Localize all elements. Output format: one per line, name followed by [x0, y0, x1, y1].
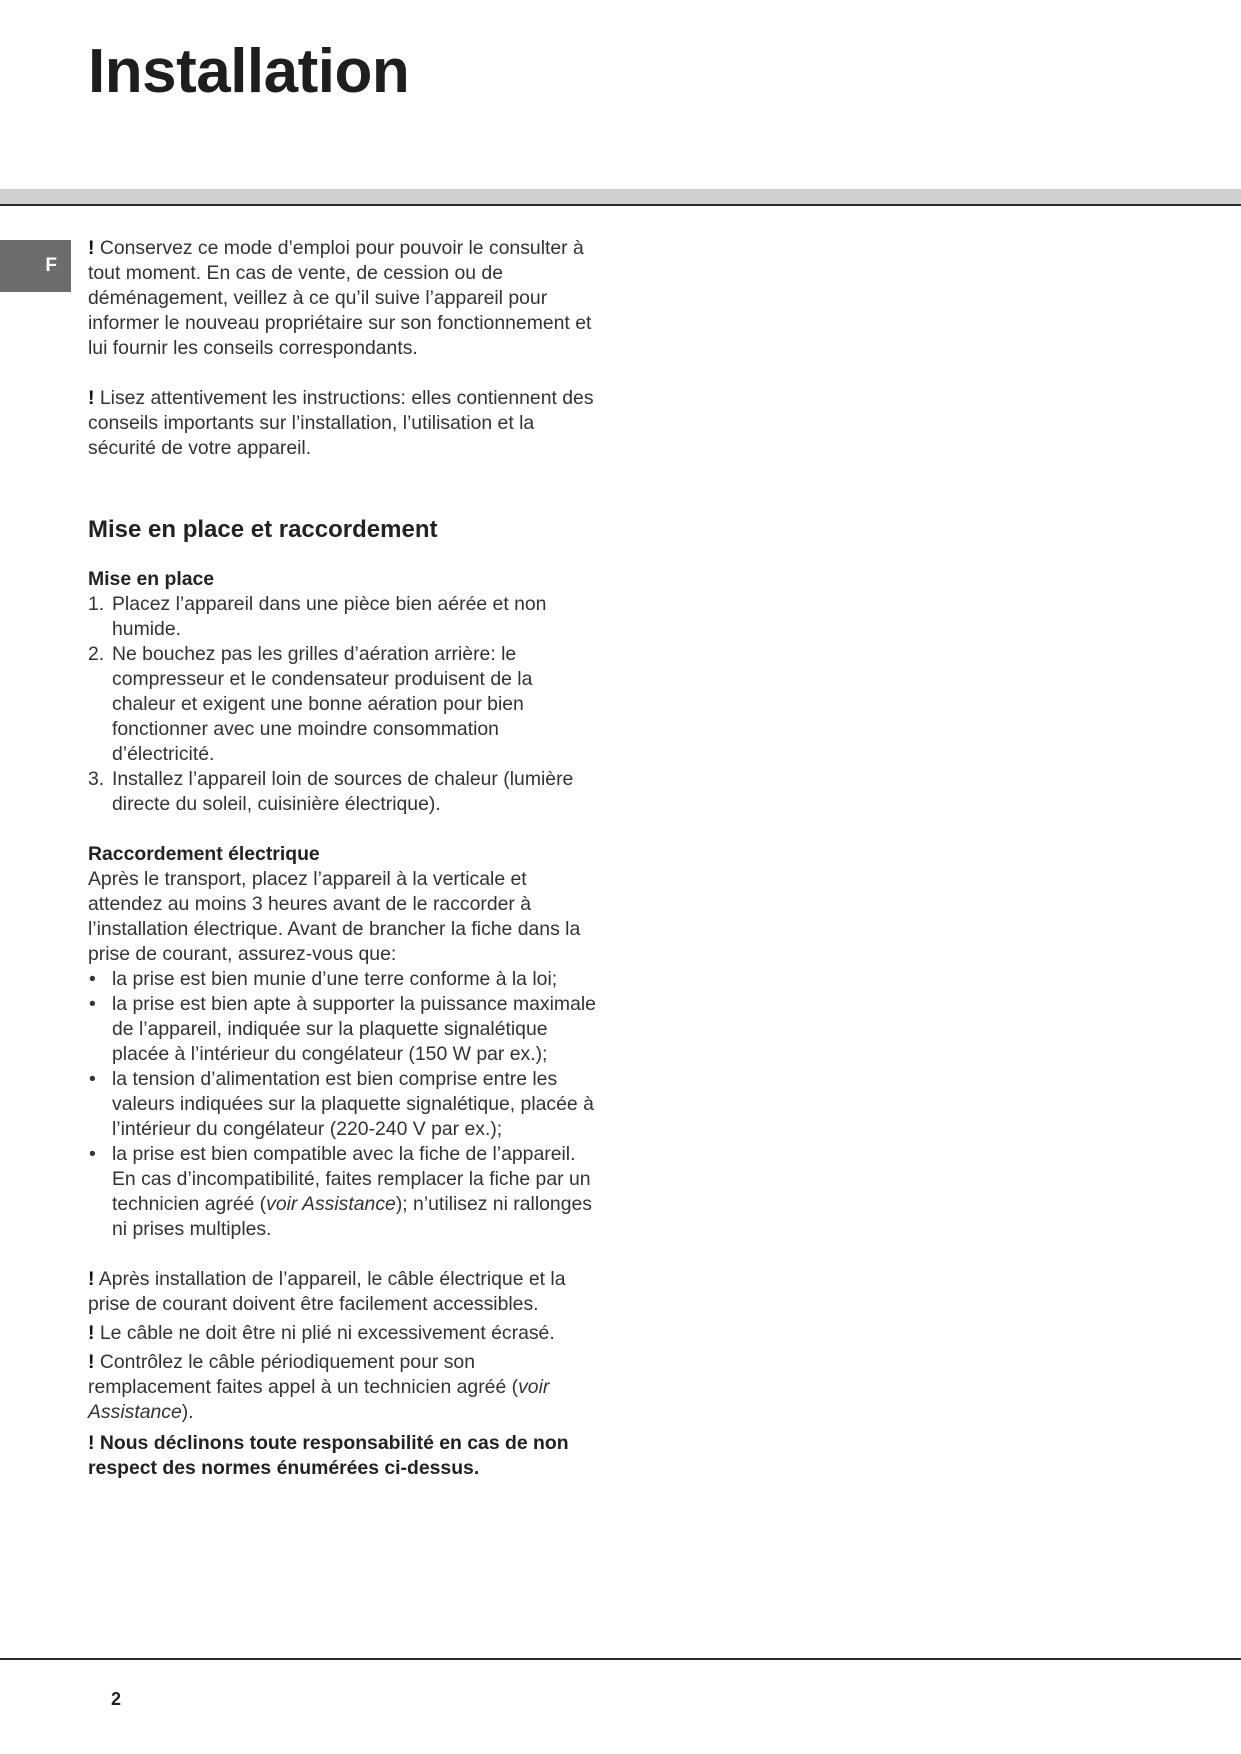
warning-mark: ! — [88, 1351, 95, 1373]
electrical-intro: Après le transport, placez l’appareil à la verticale et attendez au moins 3 heures avant de le raccorder à l’installation électrique. Avant de brancher la fiche dans la prise de courant, assurez-vous que: — [88, 868, 581, 965]
list-item: • la prise est bien munie d’une terre conforme à la loi; — [89, 968, 558, 990]
intro-paragraph-1: ! Conservez ce mode d’emploi pour pouvoir le consulter à tout moment. En cas de vente, de cession ou de déménagement, veillez à ce qu’il suive l’appareil pour informer le nouveau propriétaire sur son fonctionnement et lui fournir les conseils correspondants. — [88, 237, 592, 359]
electrical-bullets — [88, 967, 598, 1242]
bullet-icon: • — [89, 993, 96, 1015]
list-item: • la prise est bien apte à supporter la puissance maximale de l’appareil, indiquée sur la plaquette signalétique placée à l’intérieur du congélateur (150 W par ex.); — [89, 993, 596, 1065]
language-tab-label: F — [45, 255, 57, 276]
warning-mark: ! — [88, 387, 95, 409]
warning-mark: ! — [88, 237, 95, 259]
warning-mark: ! — [88, 1268, 95, 1290]
placement-list — [88, 592, 598, 817]
page-title: Installation — [88, 37, 410, 106]
header-band — [0, 189, 1241, 205]
bullet-icon: • — [89, 968, 96, 990]
section-title: Mise en place et raccordement — [88, 516, 438, 543]
assistance-reference: voir Assistance — [88, 1376, 550, 1423]
liability-disclaimer: ! Nous déclinons toute responsabilité en cas de non respect des normes énumérées ci-dessus. — [88, 1432, 569, 1479]
assistance-reference: voir Assistance — [266, 1193, 396, 1215]
warning-cable-crush: ! Le câble ne doit être ni plié ni excessivement écrasé. — [88, 1322, 555, 1344]
placement-title: Mise en place — [88, 568, 215, 590]
bullet-icon: • — [89, 1143, 96, 1165]
list-item: 3. Installez l’appareil loin de sources de chaleur (lumière directe du soleil, cuisinière électrique). — [88, 768, 574, 815]
header-rule — [0, 204, 1241, 206]
warning-mark: ! — [88, 1322, 95, 1344]
main-content — [88, 236, 598, 1481]
list-item: • la prise est bien compatible avec la fiche de l’appareil. En cas d’incompatibilité, faites remplacer la fiche par un technicien agréé (voir Assistance); n’utilisez ni rallonges ni prises multiples. — [88, 1142, 598, 1242]
bullet-icon: • — [89, 1068, 96, 1090]
warning-mark: ! — [88, 1432, 95, 1454]
warning-cable-check: ! Contrôlez le câble périodiquement pour son remplacement faites appel à un technicien agréé (voir Assistance). — [88, 1351, 550, 1423]
list-item: 1. Placez l’appareil dans une pièce bien aérée et non humide. — [88, 593, 547, 640]
page-number: 2 — [111, 1689, 122, 1709]
warning-accessible-cable: ! Après installation de l’appareil, le câble électrique et la prise de courant doivent être facilement accessibles. — [88, 1268, 566, 1315]
incompatibility-note: En cas d’incompatibilité, faites remplacer la fiche par un technicien agréé (voir Assistance); n’utilisez ni rallonges ni prises multiples. — [112, 1168, 592, 1240]
intro-paragraph-2: ! Lisez attentivement les instructions: elles contiennent des conseils importants sur l’installation, l’utilisation et la sécurité de votre appareil. — [88, 387, 594, 459]
list-item: 2. Ne bouchez pas les grilles d’aération arrière: le compresseur et le condensateur produisent de la chaleur et exigent une bonne aération pour bien fonctionner avec une moindre consommation d’électricité. — [88, 643, 533, 765]
footer-rule — [0, 1658, 1241, 1660]
language-tab — [0, 240, 71, 292]
list-item: • la tension d’alimentation est bien comprise entre les valeurs indiquées sur la plaquette signalétique, placée à l’intérieur du congélateur (220-240 V par ex.); — [89, 1068, 594, 1140]
electrical-title: Raccordement électrique — [88, 843, 320, 865]
